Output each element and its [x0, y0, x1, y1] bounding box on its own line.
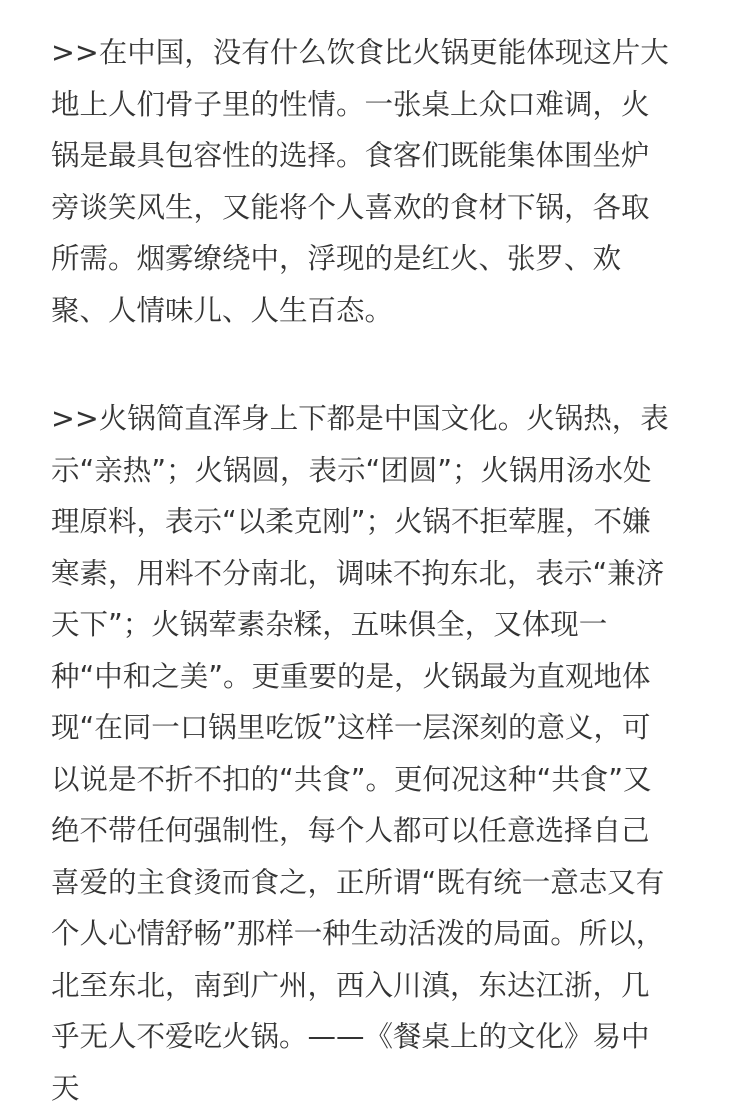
- paragraph-1: [51, 27, 710, 336]
- paragraph-spacer: [51, 336, 710, 393]
- text-line: 现“在同一口锅里吃饭”这样一层深刻的意义，可: [51, 702, 710, 754]
- text-line: 乎无人不爱吃火锅。——《餐桌上的文化》易中: [51, 1011, 710, 1063]
- text-line: 所需。烟雾缭绕中，浮现的是红火、张罗、欢: [51, 233, 710, 285]
- text-line: 北至东北，南到广州，西入川滇，东达江浙，几: [51, 960, 710, 1012]
- text-line: 天: [51, 1063, 710, 1114]
- text-line: 天下”；火锅荤素杂糅，五味俱全，又体现一: [51, 599, 710, 651]
- text-line: 绝不带任何强制性，每个人都可以任意选择自己: [51, 805, 710, 857]
- text-line: 寒素，用料不分南北，调味不拘东北，表示“兼济: [51, 548, 710, 600]
- text-line: 旁谈笑风生，又能将个人喜欢的食材下锅，各取: [51, 182, 710, 234]
- paragraph-2: [51, 393, 710, 1114]
- text-line: 示“亲热”；火锅圆，表示“团圆”；火锅用汤水处: [51, 445, 710, 497]
- text-line: 理原料，表示“以柔克刚”；火锅不拒荤腥，不嫌: [51, 496, 710, 548]
- text-line: 种“中和之美”。更重要的是，火锅最为直观地体: [51, 651, 710, 703]
- text-line: 聚、人情味儿、人生百态。: [51, 285, 710, 337]
- text-line: 地上人们骨子里的性情。一张桌上众口难调，火: [51, 79, 710, 131]
- text-line: >>在中国，没有什么饮食比火锅更能体现这片大: [51, 27, 710, 79]
- text-line: 个人心情舒畅”那样一种生动活泼的局面。所以，: [51, 908, 710, 960]
- text-line: 锅是最具包容性的选择。食客们既能集体围坐炉: [51, 130, 710, 182]
- text-line: 以说是不折不扣的“共食”。更何况这种“共食”又: [51, 754, 710, 806]
- text-line: >>火锅简直浑身上下都是中国文化。火锅热，表: [51, 393, 710, 445]
- text-line: 喜爱的主食烫而食之，正所谓“既有统一意志又有: [51, 857, 710, 909]
